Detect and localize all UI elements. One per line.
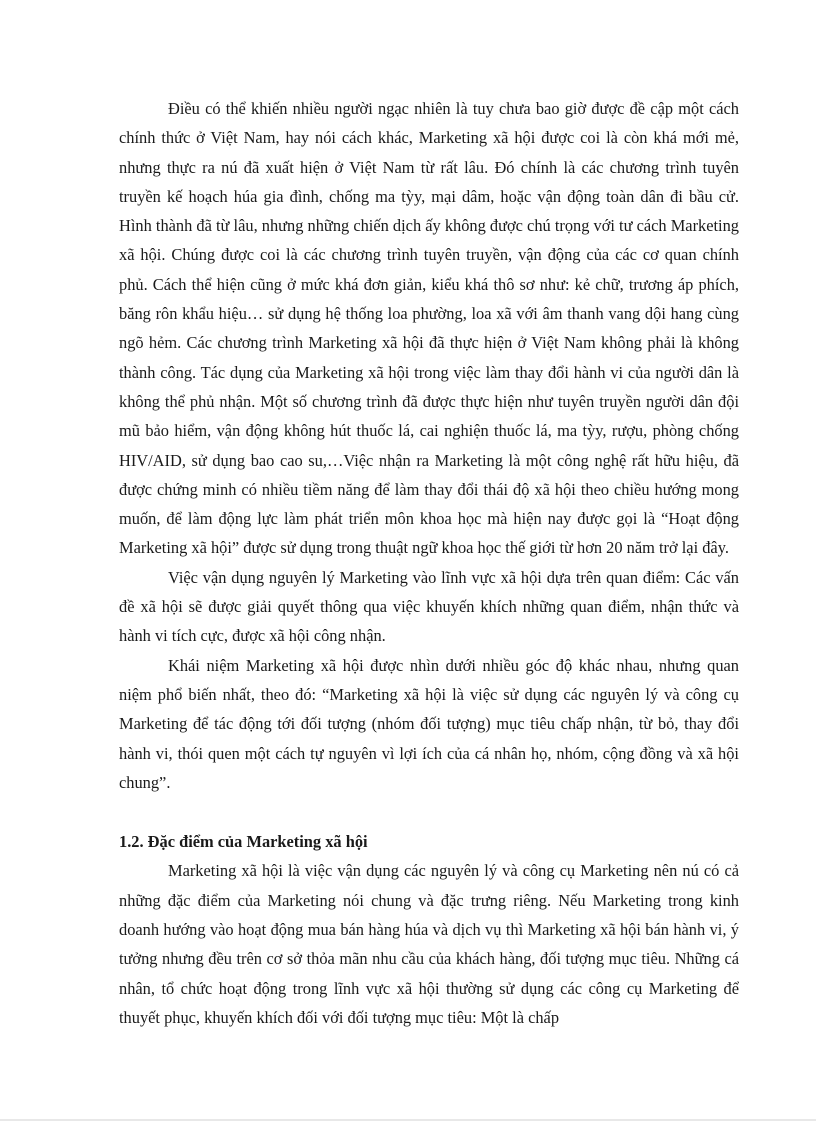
document-body (119, 94, 739, 1032)
page-bottom-divider (0, 1119, 816, 1121)
paragraph-characteristics: Marketing xã hội là việc vận dụng các nguyên lý và công cụ Marketing nên nú có cả những đặc điểm của Marketing nói chung và đặc trưng riêng. Nếu Marketing trong kinh doanh hướng vào hoạt động mua bán hàng húa và dịch vụ thì Marketing xã hội bán hành vi, ý tưởng nhưng đều trên cơ sở thỏa mãn nhu cầu của khách hàng, đối tượng mục tiêu. Những cá nhân, tổ chức hoạt động trong lĩnh vực xã hội thường sử dụng các công cụ Marketing để thuyết phục, khuyến khích đối với đối tượng mục tiêu: Một là chấp (119, 861, 739, 1027)
section-heading: 1.2. Đặc điểm của Marketing xã hội (119, 832, 368, 852)
paragraph-principle: Việc vận dụng nguyên lý Marketing vào lĩnh vực xã hội dựa trên quan điểm: Các vấn đề xã hội sẽ được giải quyết thông qua việc khuyến khích những quan điểm, nhận thức và hành vi tích cực, được xã hội công nhận. (119, 567, 739, 646)
paragraph-definition: Khái niệm Marketing xã hội được nhìn dưới nhiều góc độ khác nhau, nhưng quan niệm phổ biến nhất, theo đó: “Marketing xã hội là việc sử dụng các nguyên lý và công cụ Marketing để tác động tới đối tượng (nhóm đối tượng) mục tiêu chấp nhận, từ bỏ, thay đổi hành vi, thói quen một cách tự nguyên vì lợi ích của cá nhân họ, nhóm, cộng đồng và xã hội chung”. (119, 655, 739, 792)
paragraph-intro: Điều có thể khiến nhiều người ngạc nhiên là tuy chưa bao giờ được đề cập một cách chính thức ở Việt Nam, hay nói cách khác, Marketing xã hội được coi là còn khá mới mẻ, nhưng thực ra nú đã xuất hiện ở Việt Nam từ rất lâu. Đó chính là các chương trình tuyên truyền kế hoạch húa gia đình, chống ma tỳy, mại dâm, hoặc vận động toàn dân đi bầu cử. Hình thành đã từ lâu, nhưng những chiến dịch ấy không được chú trọng với tư cách Marketing xã hội. Chúng được coi là các chương trình tuyên truyền, vận động của các cơ quan chính phủ. Cách thể hiện cũng ở mức khá đơn giản, kiểu khá thô sơ như: kẻ chữ, trương áp phích, băng rôn khẩu hiệu… sử dụng hệ thống loa phường, loa xã với âm thanh vang dội hang cùng ngõ hẻm. Các chương trình Marketing xã hội đã thực hiện ở Việt Nam không phải là không thành công. Tác dụng của Marketing xã hội trong việc làm thay đổi hành vi của người dân là không thể phủ nhận. Một số chương trình đã được thực hiện như tuyên truyền người dân đội mũ bảo hiểm, vận động không hút thuốc lá, cai nghiện thuốc lá, ma tỳy, rượu, phòng chống HIV/AID, sử dụng bao cao su,…Việc nhận ra Marketing là một công nghệ rất hữu hiệu, đã được chứng minh có nhiều tiềm năng để làm thay đổi thái độ xã hội theo chiều hướng mong muốn, để làm động lực làm phát triển môn khoa học mà hiện nay được gọi là “Hoạt động Marketing xã hội” được sử dụng trong thuật ngữ khoa học thế giới từ hơn 20 năm trở lại đây. (119, 99, 739, 558)
